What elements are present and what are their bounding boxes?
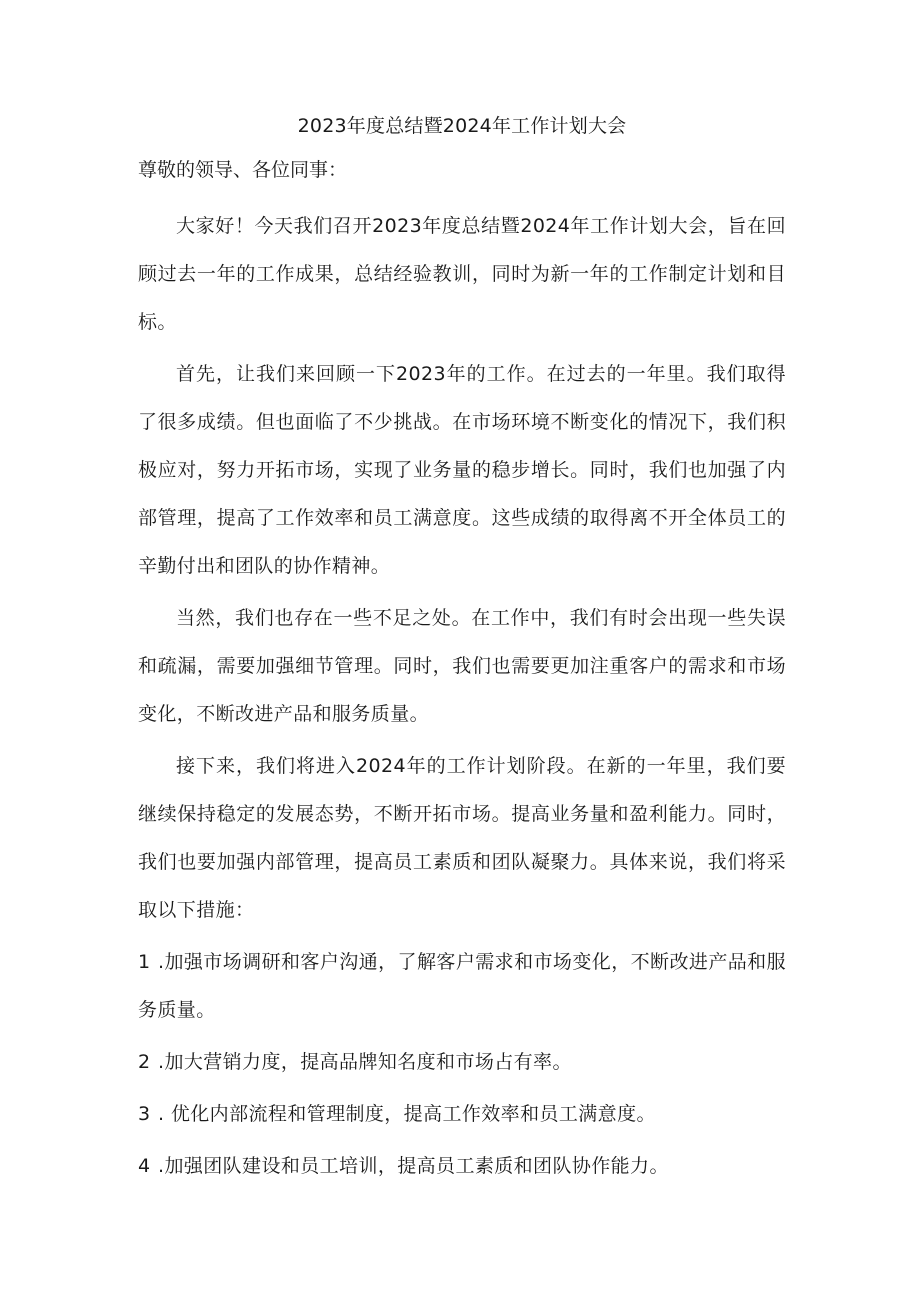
list-text: .加大营销力度，提高品牌知名度和市场占有率。 xyxy=(158,1051,572,1073)
list-number: 1 xyxy=(138,951,151,973)
paragraph-plan-2024: 接下来，我们将进入2024年的工作计划阶段。在新的一年里，我们要继续保持稳定的发展态势，不断开拓市场。提高业务量和盈利能力。同时，我们也要加强内部管理，提高员工素质和团队凝聚力。具体来说，我们将采取以下措施： xyxy=(138,755,786,921)
document-body xyxy=(138,112,786,1194)
list-item xyxy=(138,1090,786,1138)
list-item xyxy=(138,1038,786,1086)
list-text: .加强团队建设和员工培训，提高员工素质和团队协作能力。 xyxy=(158,1155,669,1177)
paragraph-shortcomings: 当然，我们也存在一些不足之处。在工作中，我们有时会出现一些失误和疏漏，需要加强细节管理。同时，我们也需要更加注重客户的需求和市场变化，不断改进产品和服务质量。 xyxy=(138,607,786,725)
document-title: 2023年度总结暨2024年工作计划大会 xyxy=(297,115,627,137)
list-number: 4 xyxy=(138,1155,151,1177)
measures-list xyxy=(138,938,786,1190)
list-number: 3 xyxy=(138,1103,151,1125)
paragraph-review-2023: 首先，让我们来回顾一下2023年的工作。在过去的一年里。我们取得了很多成绩。但也面临了不少挑战。在市场环境不断变化的情况下，我们积极应对，努力开拓市场，实现了业务量的稳步增长。同时，我们也加强了内部管理，提高了工作效率和员工满意度。这些成绩的取得离不开全体员工的辛勤付出和团队的协作精神。 xyxy=(138,363,786,577)
list-text: .加强市场调研和客户沟通，了解客户需求和市场变化，不断改进产品和服务质量。 xyxy=(138,951,786,1021)
salutation: 尊敬的领导、各位同事： xyxy=(138,159,348,181)
paragraph-opening: 大家好！今天我们召开2023年度总结暨2024年工作计划大会，旨在回顾过去一年的工作成果，总结经验教训，同时为新一年的工作制定计划和目标。 xyxy=(138,215,786,333)
list-item xyxy=(138,1142,786,1190)
list-number: 2 xyxy=(138,1051,151,1073)
list-text: . 优化内部流程和管理制度，提高工作效率和员工满意度。 xyxy=(158,1103,656,1125)
list-item xyxy=(138,938,786,1034)
